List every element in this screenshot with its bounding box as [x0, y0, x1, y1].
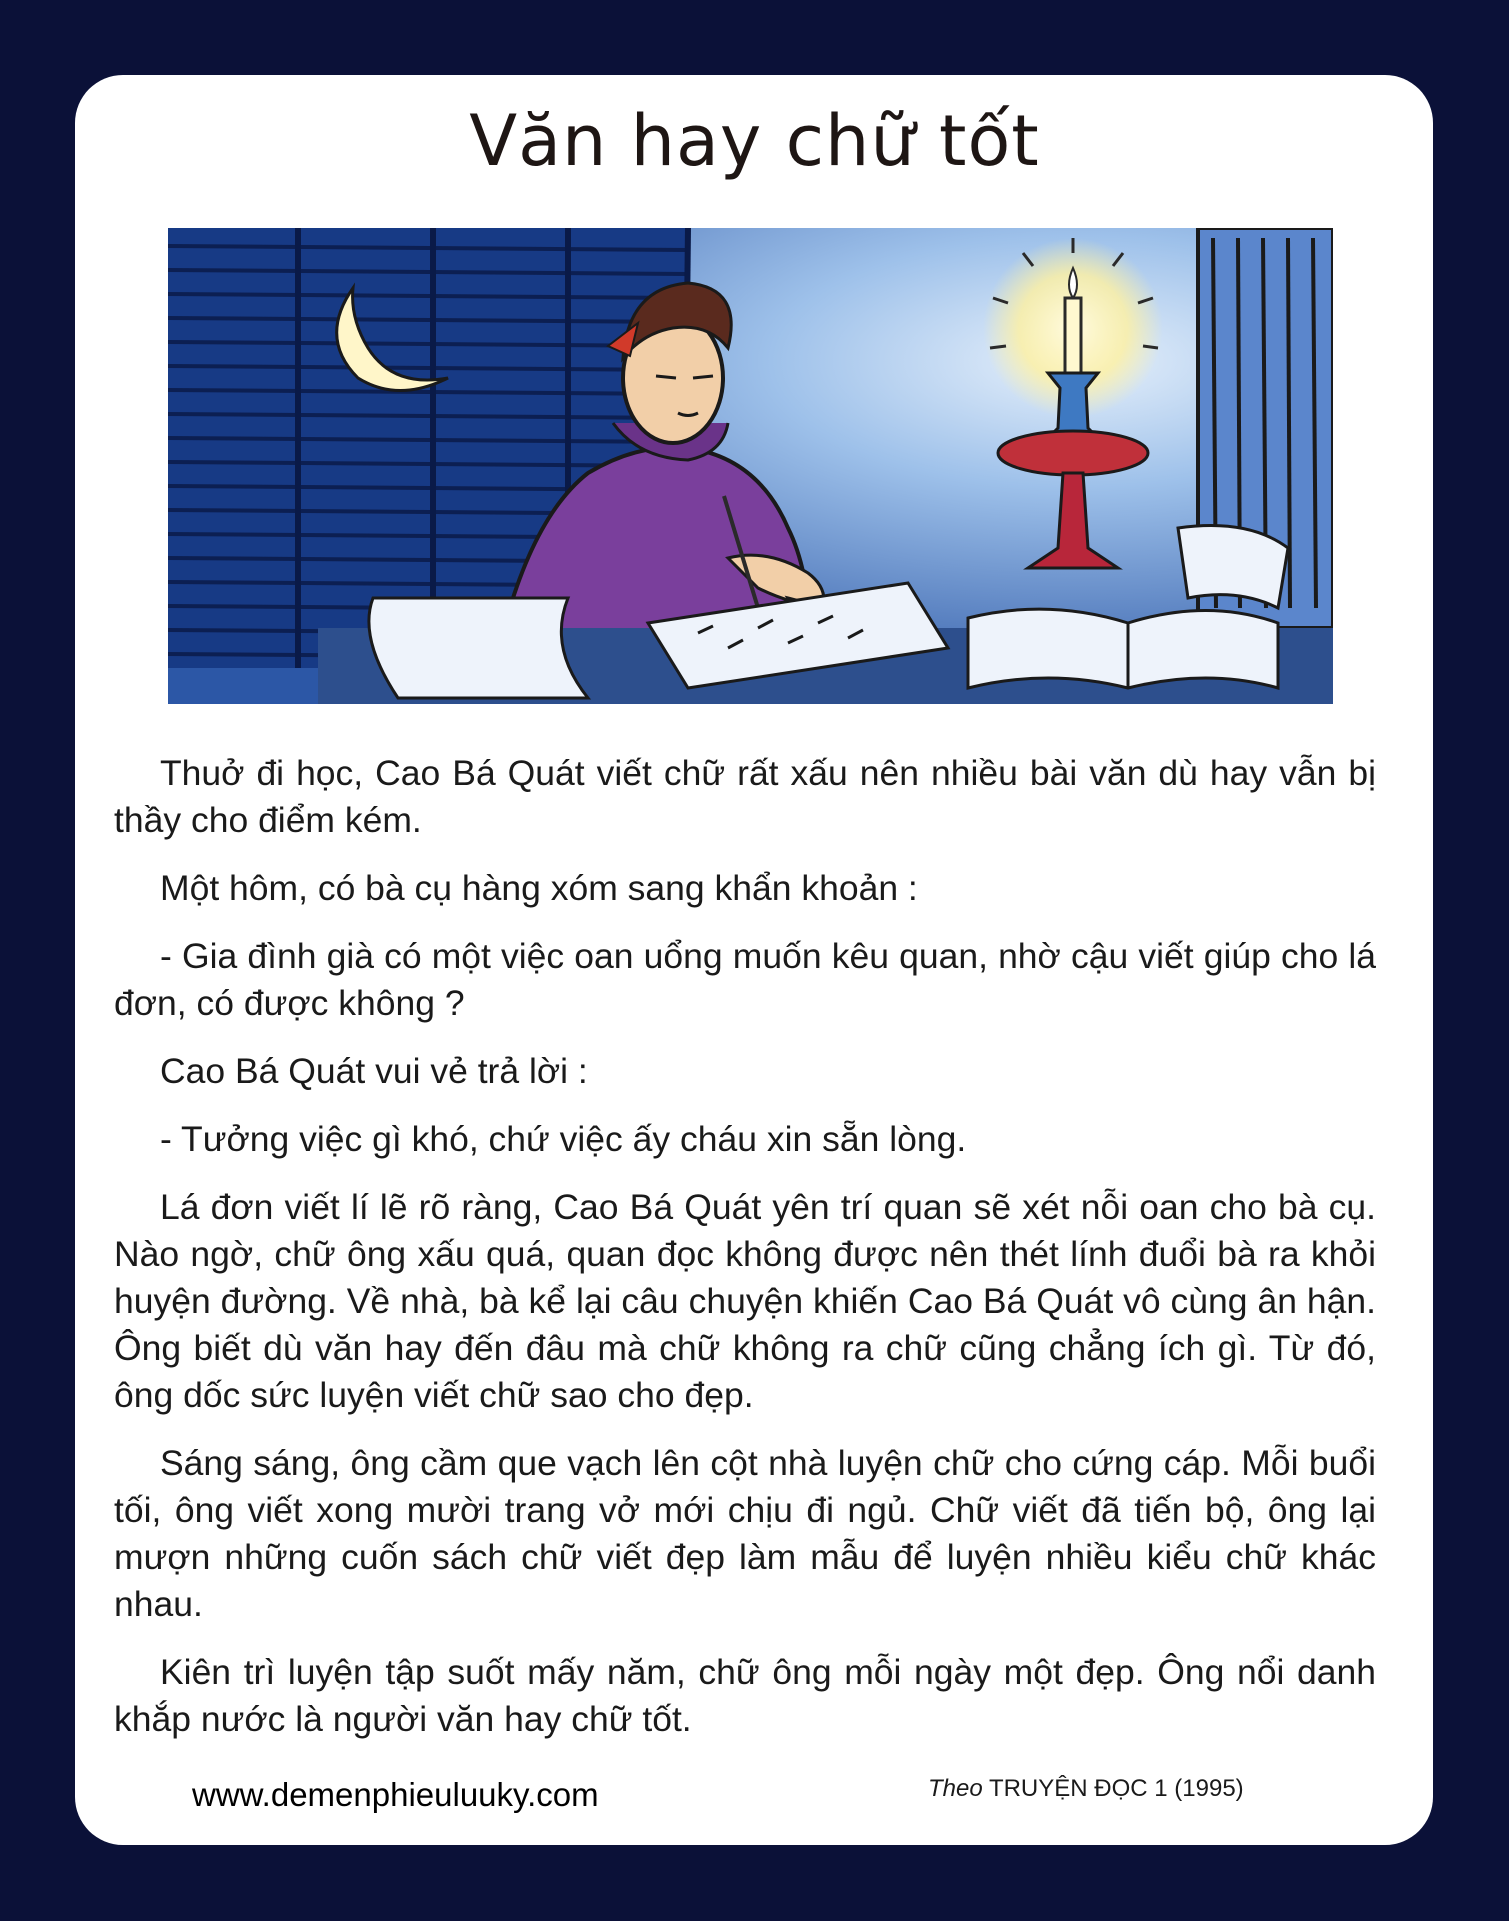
story-text	[114, 750, 1376, 1764]
table-top	[998, 431, 1148, 475]
story-paragraph: Sáng sáng, ông cầm que vạch lên cột nhà luyện chữ cho cứng cáp. Mỗi buổi tối, ông viết xong mười trang vở mới chịu đi ngủ. Chữ viết đã tiến bộ, ông lại mượn những cuốn sách chữ viết đẹp làm mẫu để luyện nhiều kiểu chữ khác nhau.	[114, 1443, 1376, 1624]
source-citation	[928, 1775, 1244, 1803]
story-paragraph: - Gia đình già có một việc oan uổng muốn kêu quan, nhờ cậu viết giúp cho lá đơn, có được không ?	[114, 936, 1376, 1023]
page-title: Văn hay chữ tốt	[469, 100, 1040, 182]
scholar-writing-illustration	[168, 228, 1333, 704]
story-paragraph: Lá đơn viết lí lẽ rõ ràng, Cao Bá Quát yên trí quan sẽ xét nỗi oan cho bà cụ. Nào ngờ, chữ ông xấu quá, quan đọc không được nên thét lính đuổi bà ra khỏi huyện đường. Về nhà, bà kể lại câu chuyện khiến Cao Bá Quát vô cùng ân hận. Ông biết dù văn hay đến đâu mà chữ không ra chữ cũng chẳng ích gì. Từ đó, ông dốc sức luyện viết chữ sao cho đẹp.	[114, 1187, 1376, 1415]
story-paragraph: Cao Bá Quát vui vẻ trả lời :	[160, 1051, 588, 1091]
story-paragraph: - Tưởng việc gì khó, chứ việc ấy cháu xin sẵn lòng.	[160, 1119, 967, 1159]
website-link[interactable]: www.demenphieuluuky.com	[192, 1776, 599, 1813]
story-paragraph: Kiên trì luyện tập suốt mấy năm, chữ ông mỗi ngày một đẹp. Ông nổi danh khắp nước là người văn hay chữ tốt.	[114, 1652, 1376, 1739]
source-prefix: Theo	[928, 1775, 983, 1802]
scroll-left	[369, 598, 588, 698]
story-paragraph: Thuở đi học, Cao Bá Quát viết chữ rất xấu nên nhiều bài văn dù hay vẫn bị thầy cho điểm kém.	[114, 753, 1376, 840]
story-paragraph: Một hôm, có bà cụ hàng xóm sang khẩn khoản :	[160, 868, 918, 908]
candle	[1065, 298, 1081, 373]
open-book	[968, 609, 1278, 688]
source-title: TRUYỆN ĐỌC 1 (1995)	[988, 1775, 1244, 1802]
scroll-right	[1178, 526, 1288, 609]
candle-flame	[1069, 268, 1077, 298]
